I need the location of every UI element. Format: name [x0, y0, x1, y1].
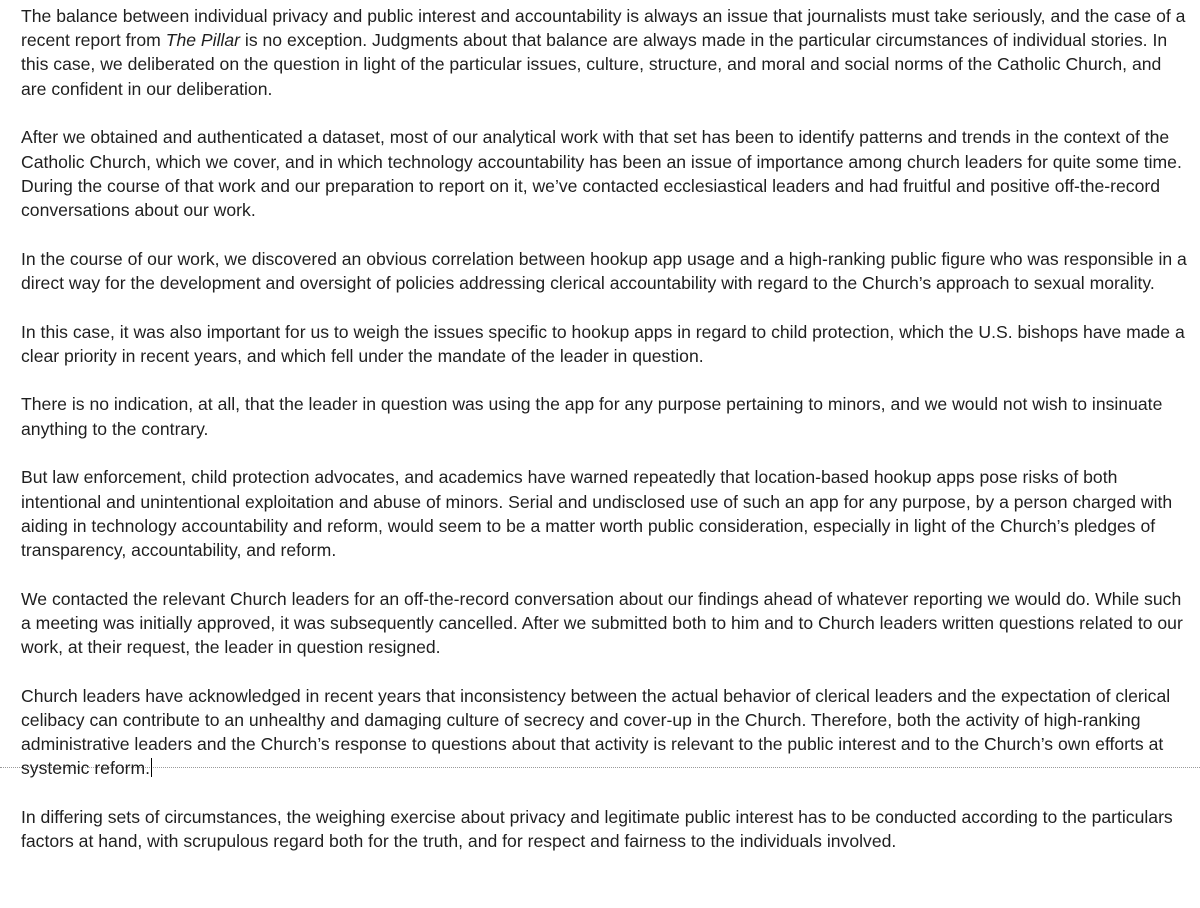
paragraph-8[interactable] — [21, 684, 1191, 781]
paragraph-9[interactable]: In differing sets of circumstances, the weighing exercise about privacy and legitimate public interest has to be conducted according to the particulars factors at hand, with scrupulous regard both for the truth, and for respect and fairness to the individuals involved. — [21, 807, 1173, 852]
paragraph-1[interactable] — [21, 4, 1191, 101]
paragraph-1-text-before: The balance between individual privacy and public interest and accountability is always an issue that journalists must take seriously, and the case of a recent report from — [21, 6, 1186, 51]
paragraph-1-text-after: is no exception. Judgments about that balance are always made in the particular circumstances of individual stories. In this case, we deliberated on the question in light of the particular issues, culture, structure, and moral and social norms of the Catholic Church, and are confident in our deliberation. — [21, 30, 1168, 99]
paragraph-8-text: Church leaders have acknowledged in recent years that inconsistency between the actual behavior of clerical leaders and the expectation of clerical celibacy can contribute to an unhealthy and damaging culture of secrecy and cover-up in the Church. Therefore, both the activity of high-ranking administrative leaders and the Church’s response to questions about that activity is relevant to the public interest and to the Church’s own efforts at systemic reform. — [21, 685, 1171, 779]
paragraph-5[interactable]: There is no indication, at all, that the leader in question was using the app for any purpose pertaining to minors, and we would not wish to insinuate anything to the contrary. — [21, 394, 1163, 439]
paragraph-3[interactable]: In the course of our work, we discovered an obvious correlation between hookup app usage and a high-ranking public figure who was responsible in a direct way for the development and oversight of policies addressing clerical accountability with regard to the Church’s approach to sexual morality. — [21, 248, 1187, 293]
paragraph-4[interactable]: In this case, it was also important for us to weigh the issues specific to hookup apps in regard to child protection, which the U.S. bishops have made a clear priority in recent years, and which fell under the mandate of the leader in question. — [21, 321, 1185, 366]
paragraph-2[interactable]: After we obtained and authenticated a dataset, most of our analytical work with that set has been to identify patterns and trends in the context of the Catholic Church, which we cover, and in which technology accountability has been an issue of importance among church leaders for quite some time. During the course of that work and our preparation to report on it, we’ve contacted ecclesiastical leaders and had fruitful and positive off-the-record conversations about our work. — [21, 127, 1182, 220]
paragraph-7[interactable]: We contacted the relevant Church leaders for an off-the-record conversation about our findings ahead of whatever reporting we would do. While such a meeting was initially approved, it was subsequently cancelled. After we submitted both to him and to Church leaders written questions related to our work, at their request, the leader in question resigned. — [21, 588, 1183, 658]
publication-name: The Pillar — [165, 30, 241, 51]
document-body[interactable] — [21, 4, 1191, 853]
paragraph-6[interactable]: But law enforcement, child protection advocates, and academics have warned repeatedly that location-based hookup apps pose risks of both intentional and unintentional exploitation and abuse of minors. Serial and undisclosed use of such an app for any purpose, by a person charged with aiding in technology accountability and reform, would seem to be a matter worth public consideration, especially in light of the Church’s pledges of transparency, accountability, and reform. — [21, 467, 1173, 560]
text-cursor — [151, 758, 152, 777]
